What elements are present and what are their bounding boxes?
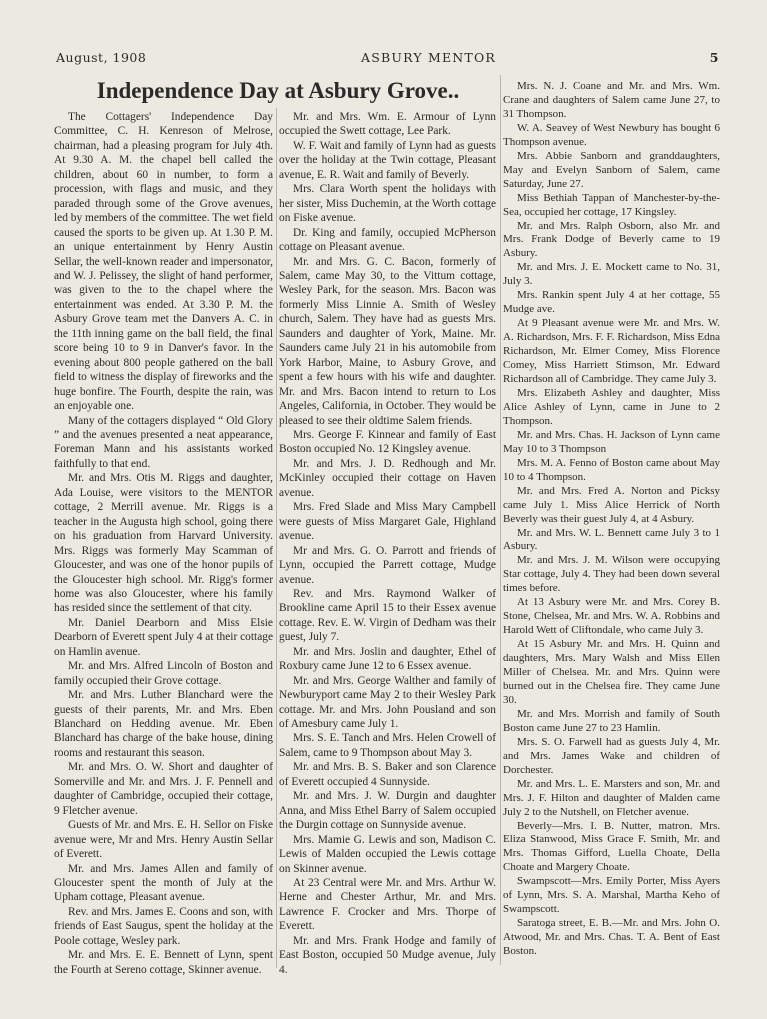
- paragraph: Mr. and Mrs. J. M. Wilson were occupying Star cottage, July 4. They had been down several times before.: [503, 554, 720, 595]
- paragraph: W. F. Wait and family of Lynn had as guests over the holiday at the Twin cottage, Pleasant avenue, E. R. Wait and family of Beverly.: [279, 139, 496, 181]
- paragraph: Rev. and Mrs. Raymond Walker of Brookline came April 15 to their Essex avenue cottage. Rev. E. W. Virgin of Dedham was their guest, July 7.: [279, 587, 496, 644]
- paragraph: Mrs. Fred Slade and Miss Mary Campbell were guests of Miss Margaret Gale, Highland avenue.: [279, 501, 496, 543]
- paragraph: Mrs. S. E. Tanch and Mrs. Helen Crowell of Salem, came to 9 Thompson about May 3.: [279, 732, 496, 759]
- paragraph: Mr. and Mrs. J. D. Redhough and Mr. McKinley occupied their cottage on Haven avenue.: [279, 457, 496, 499]
- paragraph: Mr. and Mrs. E. E. Bennett of Lynn, spent the Fourth at Sereno cottage, Skinner avenue.: [54, 949, 273, 976]
- paragraph: Mrs. S. O. Farwell had as guests July 4, Mr. and Mrs. James Wake and children of Dorchester.: [503, 735, 720, 776]
- paragraph: Rev. and Mrs. James E. Coons and son, with friends of East Saugus, spent the holiday at the Poole cottage, Wesley park.: [54, 905, 273, 947]
- paragraph: Mrs. Abbie Sanborn and granddaughters, May and Evelyn Sanborn of Salem, came Saturday, June 27.: [503, 149, 720, 190]
- article-column-2: [279, 110, 496, 990]
- paragraph: Mrs. Elizabeth Ashley and daughter, Miss Alice Ashley of Lynn, came in June to 2 Thompson.: [503, 386, 720, 427]
- column-divider: [500, 75, 501, 965]
- article-title: Independence Day at Asbury Grove..: [96, 78, 460, 103]
- paragraph: Beverly—Mrs. I. B. Nutter, matron. Mrs. Eliza Stanwood, Miss Grace F. Smith, Mr. and Mrs. Thomas Gifford, Luella Choate, Della Choate and Margery Choate.: [503, 819, 720, 874]
- paragraph: Mr. and Mrs. Luther Blanchard were the guests of their parents, Mr. and Mrs. Eben Blanchard on Hedding avenue. Mr. Eben Blanchard has charge of the bake house, dining rooms and restaurant this season.: [54, 689, 273, 759]
- issue-date: August, 1908: [56, 50, 147, 65]
- paragraph: At 13 Asbury were Mr. and Mrs. Corey B. Stone, Chelsea, Mr. and Mrs. W. A. Robbins and Harold Wett of Cliftondale, who came July 3.: [503, 596, 720, 637]
- paragraph: Mrs. Clara Worth spent the holidays with her sister, Miss Duchemin, at the Worth cottage on Fiske avenue.: [279, 183, 496, 225]
- paragraph: Mr and Mrs. G. O. Parrott and friends of Lynn, occupied the Parrett cottage, Mudge avenue.: [279, 544, 496, 586]
- paragraph: Mrs. Mamie G. Lewis and son, Madison C. Lewis of Malden occupied the Lewis cottage on Skinner avenue.: [279, 833, 496, 875]
- paragraph: Mr. and Mrs. Wm. E. Armour of Lynn occupied the Swett cottage, Lee Park.: [279, 111, 496, 138]
- paragraph: Mr. and Mrs. Chas. H. Jackson of Lynn came May 10 to 3 Thompson: [503, 428, 720, 455]
- paragraph: Mr. and Mrs. J. W. Durgin and daughter Anna, and Miss Ethel Barry of Salem occupied the Durgin cottage on Sunnyside avenue.: [279, 790, 496, 832]
- paragraph: Mrs. George F. Kinnear and family of East Boston occupied No. 12 Kingsley avenue.: [279, 428, 496, 456]
- paragraph: Mrs. M. A. Fenno of Boston came about May 10 to 4 Thompson.: [503, 456, 720, 483]
- paragraph: Mr. and Mrs. L. E. Marsters and son, Mr. and Mrs. J. F. Hilton and daughter of Malden came July 2 to the Nutshell, on Fletcher avenue.: [503, 777, 720, 818]
- paragraph: At 23 Central were Mr. and Mrs. Arthur W. Herne and Chester Arthur, Mr. and Mrs. Lawrence F. Crocker and Mrs. Thorpe of Everett.: [279, 877, 496, 933]
- article-column-1: [54, 110, 273, 990]
- paragraph: Mr. and Mrs. Frank Hodge and family of East Boston, occupied 50 Mudge avenue, July 4.: [279, 934, 496, 976]
- paragraph: W. A. Seavey of West Newbury has bought 6 Thompson avenue.: [503, 121, 720, 148]
- paragraph: Mr. and Mrs. Ralph Osborn, also Mr. and Mrs. Frank Dodge of Beverly came to 19 Asbury.: [503, 219, 720, 260]
- publication-name: ASBURY MENTOR: [361, 50, 497, 65]
- paragraph: Mr. and Mrs. Morrish and family of South Boston came June 27 to 23 Hamlin.: [503, 707, 720, 734]
- article-column-3: [503, 80, 720, 990]
- paragraph: Mr. and Mrs. O. W. Short and daughter of Somerville and Mr. and Mrs. J. F. Pennell and daughter of Cambridge, occupied their cottage, 9 Fletcher avenue.: [54, 761, 273, 817]
- paragraph: Miss Bethiah Tappan of Manchester-by-the-Sea, occupied her cottage, 17 Kingsley.: [503, 191, 720, 218]
- paragraph: Mr. and Mrs. Otis M. Riggs and daughter, Ada Louise, were visitors to the MENTOR cottage, 2 Merrill avenue. Mr. Riggs is a teacher in the Augusta high school, going there on his graduation from Harvard University. Mrs. Riggs was formerly May Scamman of Gloucester, and was one of the honor pupils of the Gloucester high school. Mr. Rigg's former home was also Gloucester, where his family has resided since the settlement of that city.: [54, 472, 273, 615]
- paragraph: Mr. and Mrs. Alfred Lincoln of Boston and family occupied their Grove cottage.: [54, 660, 273, 687]
- paragraph: Mrs. N. J. Coane and Mr. and Mrs. Wm. Crane and daughters of Salem came June 27, to 31 Thompson.: [503, 80, 720, 120]
- paragraph: Dr. King and family, occupied McPherson cottage on Pleasant avenue.: [279, 226, 496, 254]
- paragraph: The Cottagers' Independence Day Committee, C. H. Kenreson of Melrose, chairman, had a pleasing program for July 4th. At 9.30 A. M. the chapel bell called the children, about 60 in number, to form a procession, with flags and music, and they paraded through some of the Grove avenues, led by members of the committee. The wet field caused the sports to be given up. At 1.30 P. M. an unique entertainment by Henry Austin Sellar, the well-known reader and impersonator, and W. J. Pelissey, the slight of hand performer, was given to the to the chapel where the entertainment was ended. At 3.30 P. M. the Asbury Grove team met the Danvers A. C. in the 11th inning game on the ball field, the final score being 10 to 9 in Danver's favor. In the evening about 800 people gathered on the ball field to witness the display of fireworks and the huge bonfire. The Fourth, despite the rain, was an enjoyable one.: [54, 111, 273, 413]
- paragraph: Mr. Daniel Dearborn and Miss Elsie Dearborn of Everett spent July 4 at their cottage on Hamlin avenue.: [54, 616, 273, 658]
- paragraph: Mr. and Mrs. W. L. Bennett came July 3 to 1 Asbury.: [503, 526, 720, 553]
- paragraph: Saratoga street, E. B.—Mr. and Mrs. John O. Atwood, Mr. and Mrs. Chas. T. A. Bent of East Boston.: [503, 917, 720, 958]
- paragraph: At 9 Pleasant avenue were Mr. and Mrs. W. A. Richardson, Mrs. F. F. Richardson, Miss Edna Richardson, Mr. Elmer Comey, Miss Florence Comey, Miss Harriett Stimson, Mr. Edward Richardson all of Cambridge. They came July 3.: [503, 317, 720, 386]
- page-header: [56, 50, 719, 70]
- paragraph: Guests of Mr. and Mrs. E. H. Sellor on Fiske avenue were, Mr and Mrs. Henry Austin Sellar of Everett.: [54, 819, 273, 861]
- paragraph: Swampscott—Mrs. Emily Porter, Miss Ayers of Lynn, Mrs. S. A. Marshal, Martha Keho of Swampscott.: [503, 875, 720, 916]
- paragraph: Mr. and Mrs. Joslin and daughter, Ethel of Roxbury came June 12 to 6 Essex avenue.: [279, 645, 496, 673]
- paragraph: At 15 Asbury Mr. and Mrs. H. Quinn and daughters, Mrs. Mary Walsh and Miss Ellen Miller of Chelsea. Mr. and Mrs. Quinn were burned out in the Chelsea fire. They came June 30.: [503, 638, 720, 706]
- paragraph: Mrs. Rankin spent July 4 at her cottage, 55 Mudge ave.: [503, 289, 720, 316]
- column-divider: [276, 108, 277, 968]
- paragraph: Mr. and Mrs. J. E. Mockett came to No. 31, July 3.: [503, 261, 720, 288]
- page-number: 5: [709, 50, 719, 65]
- paragraph: Mr. and Mrs. G. C. Bacon, formerly of Salem, came May 30, to the Vittum cottage, Wesley Park, for the season. Mrs. Bacon was formerly Miss Linnie A. Smith of Wesley church, Salem. They have had as guests Mrs. Saunders and daughter of York, Maine. Mr. Saunders came July 21 in his automobile from York Harbor, Maine, to Asbury Grove, and spent a few hours with his wife and daughter. Mr. and Mrs. Bacon intend to return to Los Angeles, California, in October. They would be pleased to see their oldtime Salem friends.: [279, 255, 496, 427]
- paragraph: Mr. and Mrs. B. S. Baker and son Clarence of Everett occupied 4 Sunnyside.: [279, 761, 496, 788]
- paragraph: Mr. and Mrs. Fred A. Norton and Picksy came July 1. Miss Alice Herrick of North Beverly was their guest July 4, at 4 Asbury.: [503, 484, 720, 525]
- paragraph: Mr. and Mrs. James Allen and family of Gloucester spent the month of July at the Upham cottage, Pleasant avenue.: [54, 862, 273, 904]
- paragraph: Mr. and Mrs. George Walther and family of Newburyport came May 2 to their Wesley Park cottage. Mr. and Mrs. John Pousland and son of Amesbury came July 1.: [279, 674, 496, 731]
- paragraph: Many of the cottagers displayed “ Old Glory ” and the avenues presented a neat appearance, Foreman Mann and his assistants worked faithfully to that end.: [54, 414, 273, 470]
